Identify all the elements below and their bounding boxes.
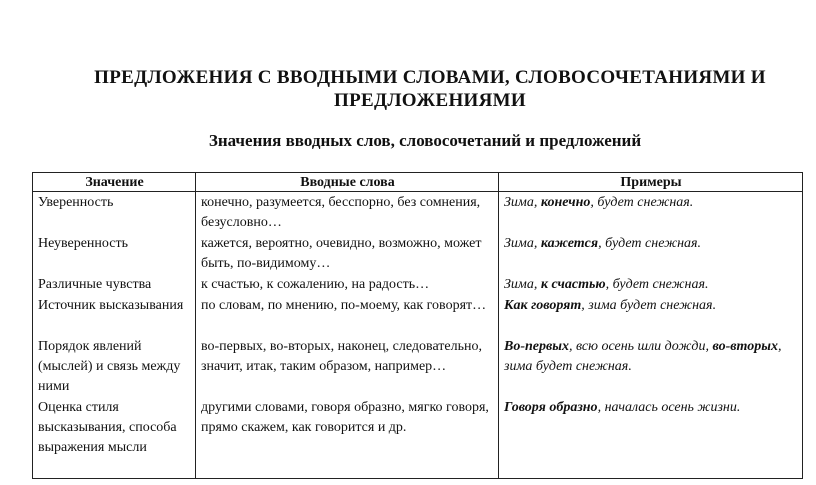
example-text: , началась осень жизни. [597, 400, 741, 415]
table-row [33, 397, 803, 479]
header-examples: Примеры [499, 173, 803, 192]
example-text: , всю осень шли дожди, [568, 339, 713, 354]
example-text: Зима, [504, 195, 541, 210]
words-cell: к счастью, к сожалению, на радость… [196, 274, 499, 295]
example-keyword: конечно [540, 195, 591, 210]
example-text: Зима, [504, 277, 541, 292]
meaning-cell: Различные чувства [33, 274, 196, 295]
example-keyword: Говоря образно [504, 400, 598, 415]
words-cell: во-первых, во-вторых, наконец, следовательно, значит, итак, таким образом, например… [196, 336, 499, 397]
example-cell [499, 274, 803, 295]
words-cell: другими словами, говоря образно, мягко говоря, прямо скажем, как говорится и др. [196, 397, 499, 479]
table-row [33, 295, 803, 336]
example-text: , зима будет снежная. [504, 339, 782, 374]
example-keyword: Во-первых [504, 339, 569, 354]
example-cell [499, 295, 803, 336]
meaning-cell: Оценка стиля высказывания, способа выражения мысли [33, 397, 196, 479]
meaning-cell: Порядок явлений (мыслей) и связь между ними [33, 336, 196, 397]
example-text: , будет снежная. [590, 195, 694, 210]
table-caption: Значения вводных слов, словосочетаний и предложений [208, 131, 642, 150]
example-cell [499, 192, 803, 234]
words-cell: кажется, вероятно, очевидно, возможно, может быть, по-видимому… [196, 233, 499, 274]
example-text: , будет снежная. [605, 277, 709, 292]
example-text: , будет снежная. [598, 236, 702, 251]
document-title: ПРЕДЛОЖЕНИЯ С ВВОДНЫМИ СЛОВАМИ, СЛОВОСОЧЕТАНИЯМИ И ПРЕДЛОЖЕНИЯМИ [94, 67, 766, 111]
meaning-cell: Уверенность [33, 192, 196, 234]
meaning-cell: Неуверенность [33, 233, 196, 274]
example-keyword: к счастью [540, 277, 606, 292]
table-row [33, 274, 803, 295]
example-cell [499, 397, 803, 479]
example-keyword: кажется [540, 236, 599, 251]
introductory-words-table [32, 172, 803, 479]
header-words: Вводные слова [196, 173, 499, 192]
words-cell: конечно, разумеется, бесспорно, без сомнения, безусловно… [196, 192, 499, 234]
table-header-row [33, 173, 803, 192]
example-text: , зима будет снежная. [581, 298, 717, 313]
example-text: Зима, [504, 236, 541, 251]
table-row [33, 336, 803, 397]
header-meaning: Значение [33, 173, 196, 192]
example-cell [499, 233, 803, 274]
example-keyword: во-вторых [712, 339, 778, 354]
table-row [33, 233, 803, 274]
table-row [33, 192, 803, 234]
example-cell [499, 336, 803, 397]
words-cell: по словам, по мнению, по-моему, как говорят… [196, 295, 499, 336]
meaning-cell: Источник высказывания [33, 295, 196, 336]
example-keyword: Как говорят [504, 298, 582, 313]
